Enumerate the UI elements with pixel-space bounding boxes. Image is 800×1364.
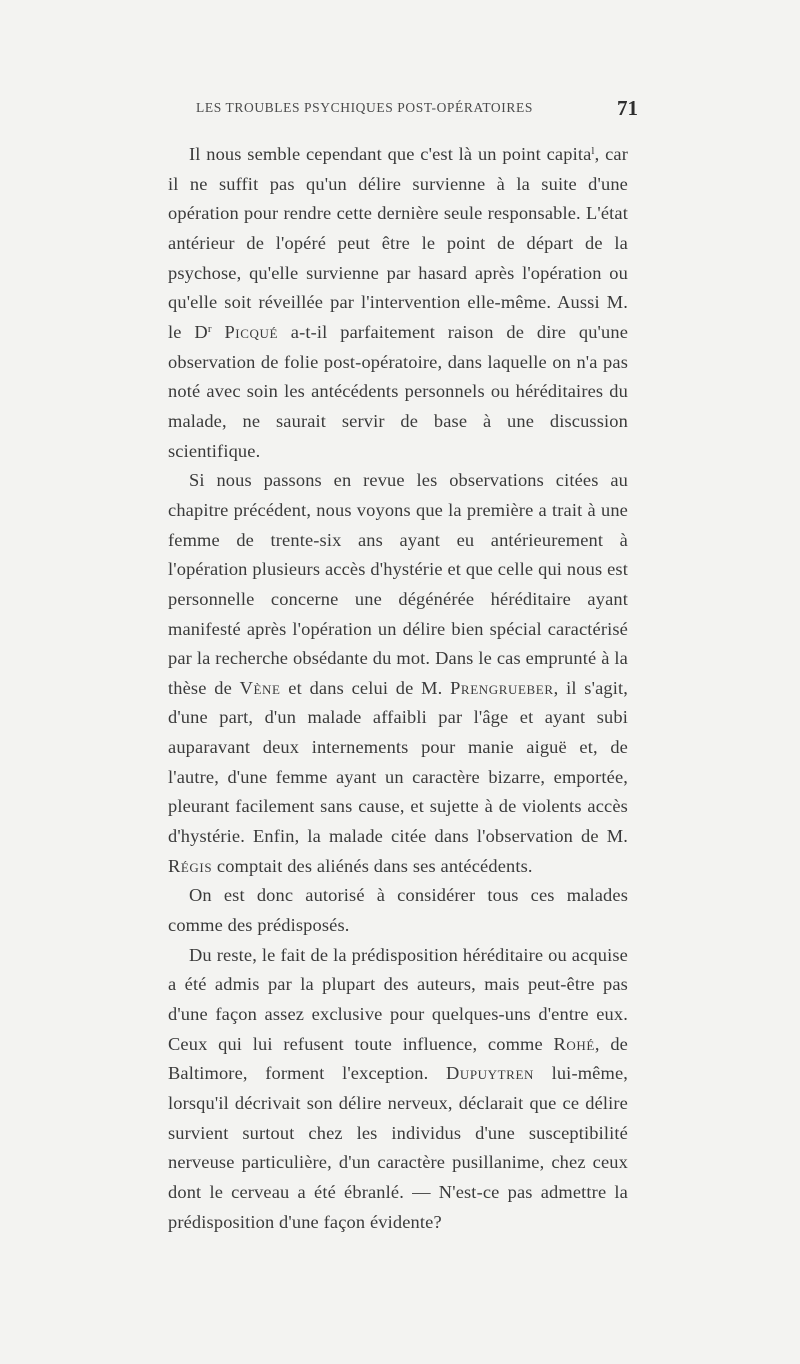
author-name-prengrueber: Prengrueber bbox=[450, 677, 554, 698]
paragraph-4 bbox=[168, 941, 628, 1238]
page-number: 71 bbox=[617, 96, 638, 120]
paragraph-1-text-a: Il nous semble cependant que c'est là un point capita bbox=[189, 144, 592, 164]
author-name-dupuytren: Dupuytren bbox=[445, 1063, 534, 1084]
paragraph-4-text-b: , de Baltimore, forment l'exception. bbox=[168, 1033, 628, 1084]
author-name-picque: Picqué bbox=[224, 321, 278, 342]
doctor-abbrev-sup: r bbox=[207, 322, 212, 335]
paragraph-1-text-b: , car il ne suffit pas qu'un délire survienne à la suite d'une opération pour rendre cette dernière seule responsable. L'état antérieur de l'opéré peut être le point de départ de la psychose, qu'elle survienne par hasard après l'opération ou qu'elle soit réveillée par l'intervention elle-même. Aussi M. le D bbox=[168, 144, 628, 342]
paragraph-3: On est donc autorisé à considérer tous ces malades comme des prédisposés. bbox=[168, 885, 628, 936]
paragraph-4-text-a: Du reste, le fait de la prédisposition héréditaire ou acquise a été admis par la plupart des auteurs, mais peut-être pas d'une façon assez exclusive pour quelques-uns d'entre eux. Ceux qui lui refusent toute influence, comme bbox=[168, 944, 628, 1054]
body-text bbox=[168, 140, 628, 1237]
author-name-vene: Vène bbox=[239, 677, 281, 698]
paragraph-2-text-d: comptait des aliénés dans ses antécédents. bbox=[212, 855, 533, 876]
paragraph-2 bbox=[168, 466, 628, 881]
paragraph-1-space bbox=[212, 322, 225, 342]
paragraph-1-text-d: a-t-il parfaitement raison de dire qu'une observation de folie post-opératoire, dans laquelle on n'a pas noté avec soin les antécédents personnels ou héréditaires du malade, ne saurait servir de base à une discussion scientifique. bbox=[168, 321, 629, 461]
author-name-regis: Régis bbox=[168, 855, 213, 876]
paragraph-4-text-c: lui-même, lorsqu'il décrivait son délire nerveux, déclarait que ce délire survient surtout chez les individus d'une susceptibilité nerveuse particulière, d'un caractère pusillanime, chez ceux dont le cerveau a été ébranlé. — N'est-ce pas admettre la prédisposition d'une façon évidente? bbox=[168, 1063, 629, 1232]
paragraph-1 bbox=[168, 140, 628, 466]
paragraph-2-text-a: Si nous passons en revue les observations citées au chapitre précédent, nous voyons que la première a trait à une femme de trente-six ans ayant eu antérieurement à l'opération plusieurs accès d'hystérie et que celle qui nous est personnelle concerne une dégénérée héréditaire ayant manifesté après l'opération un délire bien spécial caractérisé par la recherche obsédante du mot. Dans le cas emprunté à la thèse de bbox=[168, 470, 628, 698]
footnote-mark: l bbox=[591, 145, 595, 157]
paragraph-2-text-b: et dans celui de M. bbox=[280, 677, 451, 698]
author-name-rohe: Rohé bbox=[553, 1033, 595, 1054]
running-head: LES TROUBLES PSYCHIQUES POST-OPÉRATOIRES bbox=[196, 100, 533, 115]
paragraph-2-text-c: , il s'agit, d'une part, d'un malade affaibli par l'âge et ayant subi auparavant deux internements pour manie aiguë et, de l'autre, d'une femme ayant un caractère bizarre, emportée, pleurant facilement sans cause, et sujette à de violents accès d'hystérie. Enfin, la malade citée dans l'observation de M. bbox=[168, 677, 628, 847]
